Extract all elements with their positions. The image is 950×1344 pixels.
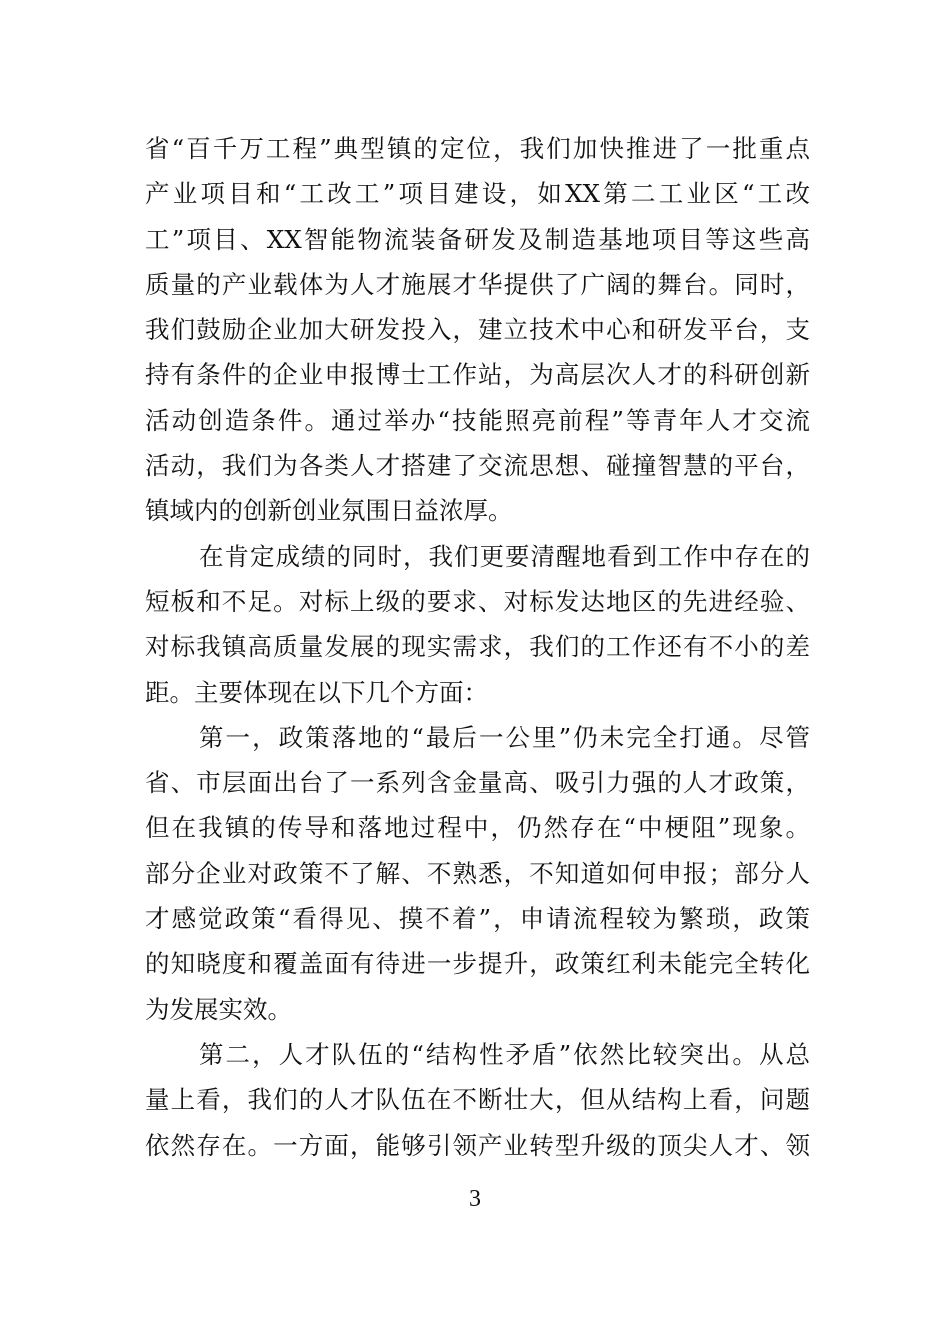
text-line: 的知晓度和覆盖面有待进一步提升，政策红利未能完全转化 xyxy=(145,949,810,979)
text-line: 第一，政策落地的“最后一公里”仍未完全打通。尽管 xyxy=(199,722,810,752)
text-line: 镇域内的创新创业氛围日益浓厚。 xyxy=(145,496,513,526)
text-line: 短板和不足。对标上级的要求、对标发达地区的先进经验、 xyxy=(145,586,810,616)
text-line: 活动，我们为各类人才搭建了交流思想、碰撞智慧的平台， xyxy=(145,451,810,481)
text-line: 距。主要体现在以下几个方面： xyxy=(145,677,488,707)
text-line: 产业项目和“工改工”项目建设，如XX第二工业区“工改 xyxy=(145,179,810,209)
text-line: 才感觉政策“看得见、摸不着”，申请流程较为繁琐，政策 xyxy=(145,904,810,934)
text-line: 部分企业对政策不了解、不熟悉，不知道如何申报；部分人 xyxy=(145,858,810,888)
document-body xyxy=(145,126,810,1168)
page-number: 3 xyxy=(469,1186,481,1212)
text-line: 在肯定成绩的同时，我们更要清醒地看到工作中存在的 xyxy=(199,541,810,571)
text-line: 省“百千万工程”典型镇的定位，我们加快推进了一批重点 xyxy=(145,134,810,163)
text-line: 省、市层面出台了一系列含金量高、吸引力强的人才政策， xyxy=(145,768,810,798)
text-line: 我们鼓励企业加大研发投入，建立技术中心和研发平台，支 xyxy=(145,315,810,345)
text-line: 工”项目、XX智能物流装备研发及制造基地项目等这些高 xyxy=(145,224,810,254)
text-line: 对标我镇高质量发展的现实需求，我们的工作还有不小的差 xyxy=(145,632,810,662)
text-line: 活动创造条件。通过举办“技能照亮前程”等青年人才交流 xyxy=(145,405,810,435)
text-line: 量上看，我们的人才队伍在不断壮大，但从结构上看，问题 xyxy=(145,1085,810,1115)
text-line: 持有条件的企业申报博士工作站，为高层次人才的科研创新 xyxy=(145,360,810,390)
text-line: 依然存在。一方面，能够引领产业转型升级的顶尖人才、领 xyxy=(145,1130,810,1160)
text-line: 第二，人才队伍的“结构性矛盾”依然比较突出。从总 xyxy=(199,1039,810,1069)
text-line: 质量的产业载体为人才施展才华提供了广阔的舞台。同时， xyxy=(145,269,810,299)
text-line: 但在我镇的传导和落地过程中，仍然存在“中梗阻”现象。 xyxy=(145,813,810,843)
text-line: 为发展实效。 xyxy=(145,994,292,1024)
